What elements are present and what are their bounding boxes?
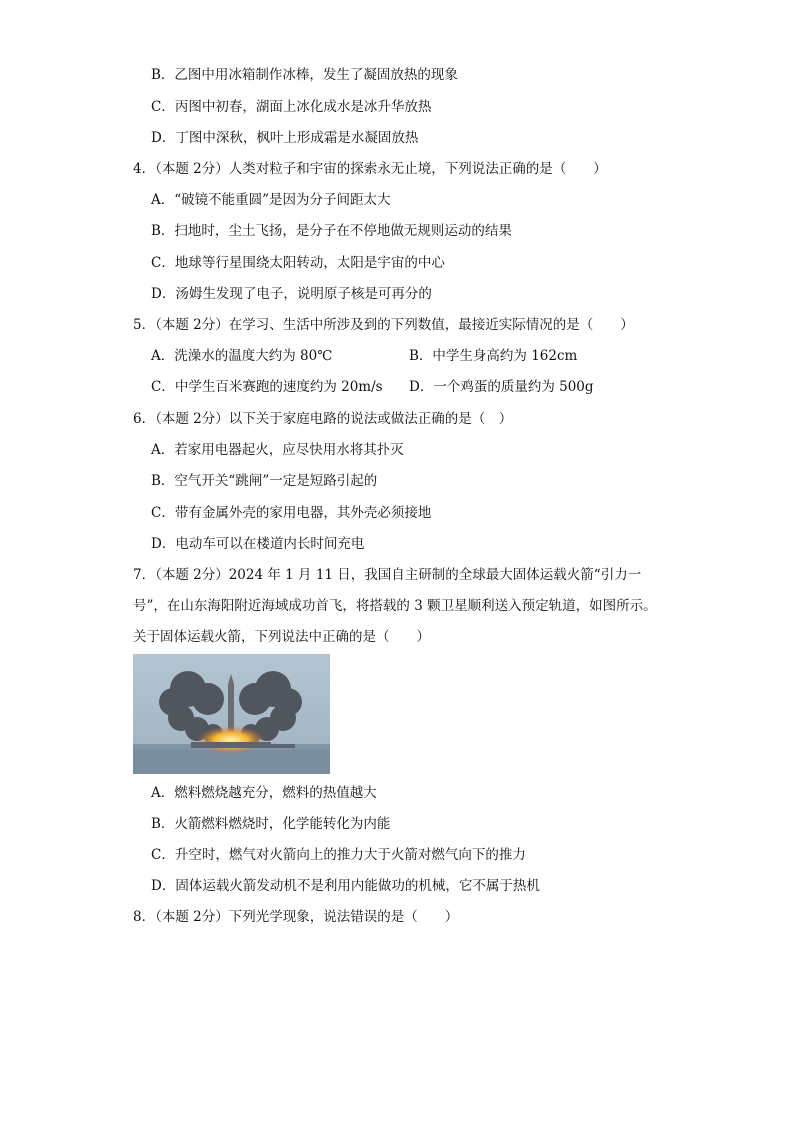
- q6-option-a: A．若家用电器起火，应尽快用水将其扑灭: [151, 442, 404, 458]
- q5-stem: 5．（本题 2分）在学习、生活中所涉及到的下列数值，最接近实际情况的是（ ）: [133, 317, 634, 333]
- q3-option-c: C．丙图中初春，湖面上冰化成水是冰升华放热: [151, 99, 432, 115]
- q4-stem: 4．（本题 2分）人类对粒子和宇宙的探索永无止境，下列说法正确的是（ ）: [133, 161, 607, 177]
- q7-option-b: B．火箭燃料燃烧时，化学能转化为内能: [151, 816, 391, 832]
- q6-option-c: C．带有金属外壳的家用电器，其外壳必须接地: [151, 505, 432, 521]
- q3-option-b: B．乙图中用冰箱制作冰棒，发生了凝固放热的现象: [151, 67, 458, 83]
- q7-option-c: C．升空时，燃气对火箭向上的推力大于火箭对燃气向下的推力: [151, 847, 526, 863]
- q4-option-c: C．地球等行星围绕太阳转动，太阳是宇宙的中心: [151, 255, 445, 271]
- q4-option-a: A．“破镜不能重圆”是因为分子间距太大: [151, 192, 391, 208]
- q7-stem-line3: 关于固体运载火箭，下列说法中正确的是（ ）: [133, 629, 430, 645]
- q7-stem-line1: 7．（本题 2分）2024 年 1 月 11 日，我国自主研制的全球最大固体运载火箭“引力一: [133, 567, 642, 583]
- q7-option-d: D．固体运载火箭发动机不是利用内能做功的机械，它不属于热机: [151, 878, 540, 894]
- q5-option-c: C．中学生百米赛跑的速度约为 20m/s: [151, 379, 383, 395]
- q7-option-a: A．燃料燃烧越充分，燃料的热值越大: [151, 785, 377, 801]
- q5-option-a: A．洗澡水的温度大约为 80℃: [151, 348, 333, 364]
- q6-stem: 6．（本题 2分）以下关于家庭电路的说法或做法正确的是（ ）: [133, 411, 513, 427]
- q8-stem: 8．（本题 2分）下列光学现象，说法错误的是（ ）: [133, 909, 459, 925]
- q6-option-d: D．电动车可以在楼道内长时间充电: [151, 536, 365, 552]
- q4-option-d: D．汤姆生发现了电子，说明原子核是可再分的: [151, 286, 432, 302]
- q7-stem-line2: 号”，在山东海阳附近海域成功首飞，将搭载的 3 颗卫星顺利送入预定轨道，如图所示。: [133, 598, 657, 614]
- rocket-launch-photo: [133, 654, 330, 774]
- q5-option-d: D．一个鸡蛋的质量约为 500g: [409, 379, 594, 395]
- q5-option-b: B．中学生身高约为 162cm: [409, 348, 578, 364]
- q4-option-b: B．扫地时，尘土飞扬，是分子在不停地做无规则运动的结果: [151, 223, 512, 239]
- q3-option-d: D．丁图中深秋，枫叶上形成霜是水凝固放热: [151, 130, 419, 146]
- q6-option-b: B．空气开关“跳闸”一定是短路引起的: [151, 473, 378, 489]
